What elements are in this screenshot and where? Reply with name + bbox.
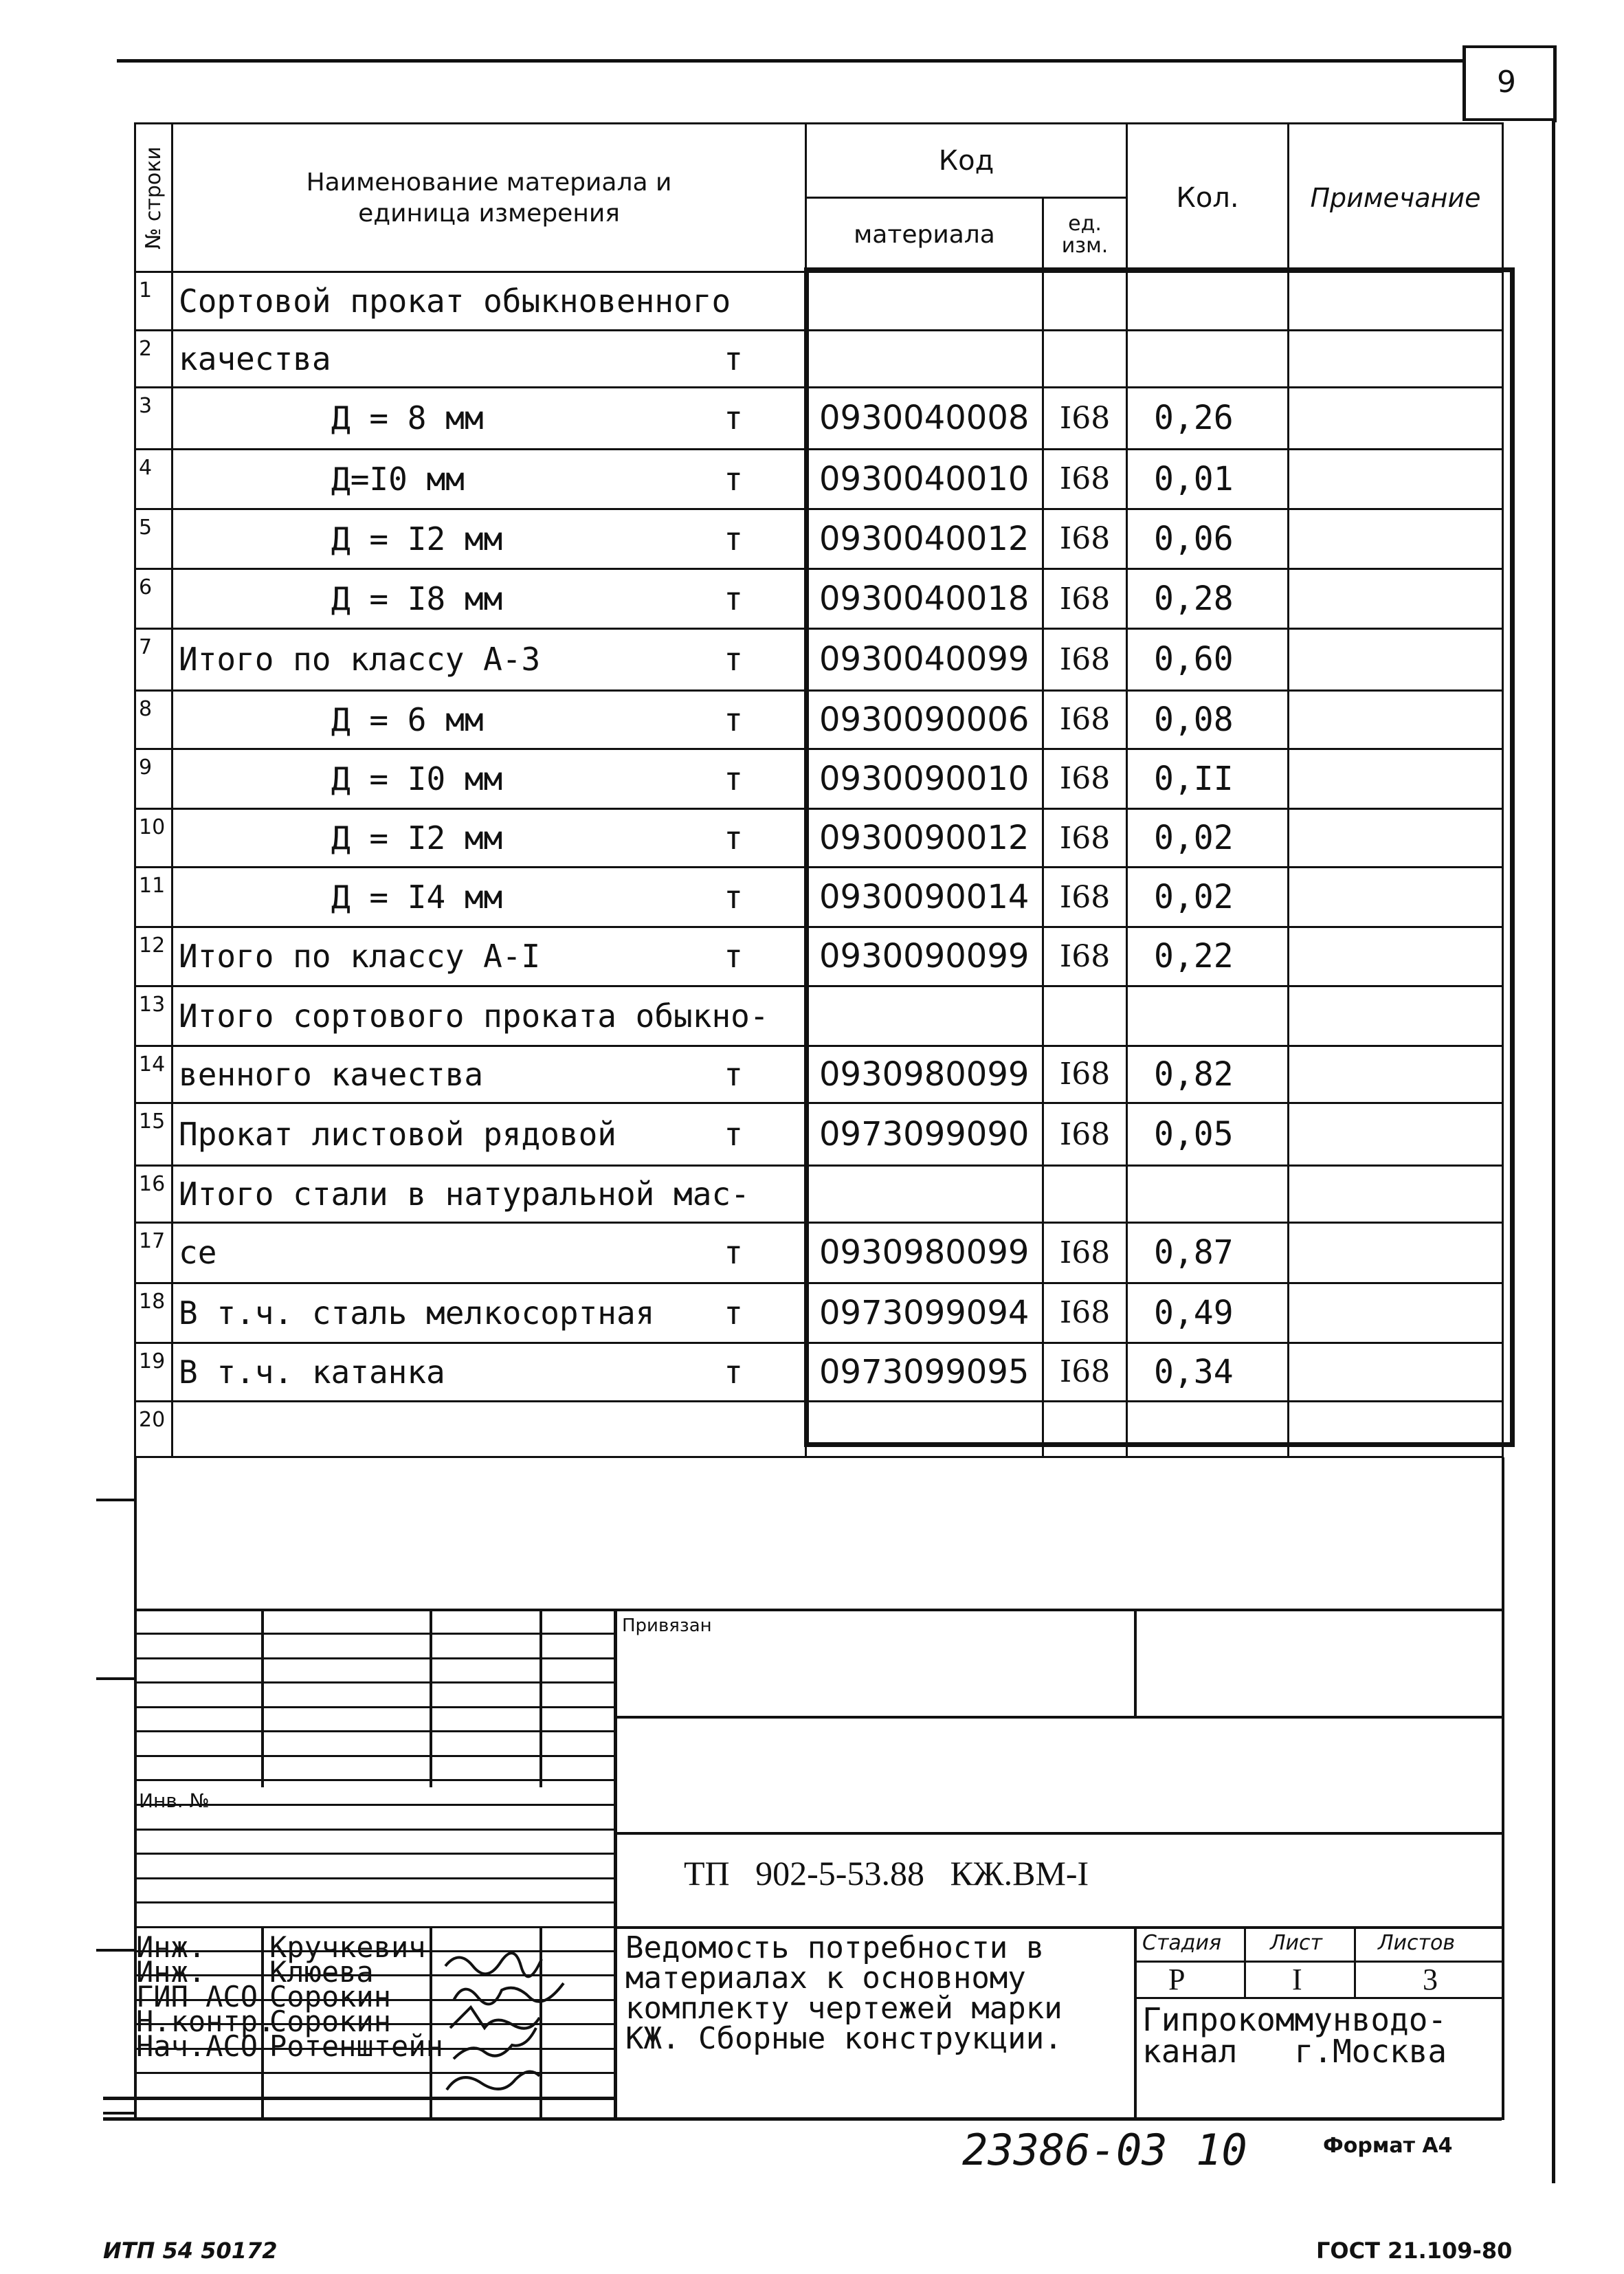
material-name-cell [173,1343,806,1401]
staff-role: Инж. [136,1955,206,1989]
staff-role: ГИП АСО [136,1980,258,2013]
material-name: Д = I8 мм [331,580,503,618]
quantity: 0,60 [1127,629,1289,690]
material-code: 0930040010 [806,449,1043,509]
material-name: Д = 8 мм [331,399,484,437]
material-unit: т [724,1234,743,1272]
material-unit: т [724,580,743,618]
quantity: 0,06 [1127,509,1289,568]
material-unit: т [724,641,743,678]
material-name-cell [173,509,806,568]
material-unit: т [724,760,743,797]
margin-tick-1 [96,1499,136,1501]
material-name: Д = I4 мм [331,879,503,916]
material-name: Итого по классу А-3 [179,641,541,678]
organization-line: Гипрокоммунводо- [1142,2001,1447,2038]
staff-name: Кручкевич [269,1930,426,1964]
page-number-box-bottom [1462,118,1557,121]
unit-code: I68 [1043,569,1127,629]
material-name: Сортовой прокат обыкновенного [179,283,731,320]
page-number: 9 [1497,65,1516,100]
description-line: комплекту чертежей марки [625,1991,1063,2026]
signatures [440,1945,577,2124]
material-code: 0930980099 [806,1223,1043,1283]
material-code: 0973099095 [806,1343,1043,1401]
row-number: 11 [135,868,173,927]
row-number: 3 [135,388,173,449]
material-name-cell [173,629,806,690]
description-line: Ведомость потребности в [625,1930,1045,1965]
material-name-cell [173,569,806,629]
row-number: 6 [135,569,173,629]
format-label: Формат А4 [1323,2134,1453,2158]
staff-name: Сорокин [269,2005,392,2038]
quantity: 0,02 [1127,809,1289,868]
row-number: 17 [135,1223,173,1283]
row-number: 19 [135,1343,173,1401]
unit-code: I68 [1043,1283,1127,1343]
material-name: Итого стали в натуральной мас- [179,1175,750,1213]
material-unit: т [724,1353,743,1391]
material-name-cell [173,868,806,927]
margin-tick-3 [96,1949,136,1952]
margin-tick-4 [103,2112,136,2115]
row-number: 15 [135,1103,173,1166]
frame-right [1552,121,1555,2183]
unit-code: I68 [1043,388,1127,449]
material-unit: т [724,520,743,558]
data-thick-frame [804,267,1515,1447]
sheet-label: Лист [1270,1931,1323,1955]
sheet-value: I [1292,1963,1302,1996]
material-name: Итого по классу А-I [179,938,541,975]
row-number: 10 [135,809,173,868]
header-qty: Кол. [1127,124,1289,272]
row-number: 18 [135,1283,173,1343]
header-code-unit: ед. изм. [1043,198,1127,272]
unit-code: I68 [1043,449,1127,509]
material-name: Д = I2 мм [331,520,503,558]
material-unit: т [724,1055,743,1093]
page-number-box-top [1462,45,1555,48]
row-number: 9 [135,749,173,808]
staff-name: Сорокин [269,1980,392,2013]
material-name-cell [173,449,806,509]
row-number: 14 [135,1046,173,1103]
material-name-cell [173,927,806,986]
unit-code: I68 [1043,809,1127,868]
frame-right-lower [1502,1457,1504,2120]
sheets-value: 3 [1423,1963,1438,1996]
header-row-no: № строки [135,124,173,272]
stage-value: Р [1168,1963,1186,1996]
row-number: 8 [135,690,173,749]
material-code: 0930040018 [806,569,1043,629]
top-rule [117,59,1464,63]
unit-code: I68 [1043,629,1127,690]
drawing-designation: ТП 902-5-53.88 КЖ.ВМ-I [684,1854,1089,1892]
material-name: се [179,1234,217,1272]
material-code: 0930090012 [806,809,1043,868]
unit-code: I68 [1043,927,1127,986]
material-code: 0930090010 [806,749,1043,808]
row-number: 4 [135,449,173,509]
header-code: Код [806,124,1127,198]
page-number-box-right [1553,45,1557,122]
material-code: 0930040012 [806,509,1043,568]
unit-code: I68 [1043,1343,1127,1401]
material-name: В т.ч. катанка [179,1353,445,1391]
row-number: 13 [135,986,173,1046]
material-code: 0930040099 [806,629,1043,690]
material-code: 0930090006 [806,690,1043,749]
header-code-material: материала [806,198,1043,272]
material-unit: т [724,879,743,916]
material-unit: т [724,340,743,378]
organization [1142,2001,1447,2070]
stamp-sheet: 10 [1196,2125,1247,2175]
quantity: 0,26 [1127,388,1289,449]
material-name-cell [173,388,806,449]
material-name: Д = 6 мм [331,700,484,738]
unit-code: I68 [1043,868,1127,927]
quantity: 0,87 [1127,1223,1289,1283]
quantity: 0,II [1127,749,1289,808]
staff-name: Клюева [269,1955,374,1989]
material-name: Прокат листовой рядовой [179,1116,616,1153]
staff-role: Нач.АСО [136,2029,258,2063]
material-name-cell [173,1103,806,1166]
quantity: 0,34 [1127,1343,1289,1401]
material-name-cell [173,690,806,749]
material-unit: т [724,399,743,437]
quantity: 0,02 [1127,868,1289,927]
material-name-cell [173,749,806,808]
material-unit: т [724,819,743,857]
material-unit: т [724,460,743,498]
header-note: Примечание [1289,124,1503,272]
description-line: материалах к основному [625,1961,1026,1996]
row-number: 5 [135,509,173,568]
row-number: 7 [135,629,173,690]
material-name-cell [173,809,806,868]
material-code: 0930980099 [806,1046,1043,1103]
stage-label: Стадия [1142,1931,1222,1955]
unit-code: I68 [1043,749,1127,808]
material-name: качества [179,340,331,378]
header-name: Наименование материала и единица измерения [173,124,806,272]
material-name: венного качества [179,1055,484,1093]
material-name-cell [173,1283,806,1343]
material-name-cell [173,272,806,331]
drawing-description [625,1930,1063,2056]
staff-role: Инж. [136,1930,206,1964]
material-name: Д=I0 мм [331,460,465,498]
quantity: 0,49 [1127,1283,1289,1343]
material-unit: т [724,938,743,975]
material-name: Итого сортового проката обыкно- [179,997,769,1035]
page-number-box-left [1462,45,1466,121]
unit-code: I68 [1043,1223,1127,1283]
material-code: 0930090014 [806,868,1043,927]
row-number: 12 [135,927,173,986]
gost-reference: ГОСТ 21.109-80 [1316,2238,1513,2264]
staff-role: Н.контр. [136,2005,276,2038]
staff-name: Ротенштейн [269,2029,443,2063]
material-code: 0930090099 [806,927,1043,986]
unit-code: I68 [1043,690,1127,749]
row-number: 1 [135,272,173,331]
bottom-left-code: ИТП 54 50172 [103,2238,278,2264]
material-unit: т [724,700,743,738]
material-unit: т [724,1294,743,1332]
quantity: 0,82 [1127,1046,1289,1103]
material-unit: т [724,1116,743,1153]
row-number: 2 [135,331,173,388]
material-name-cell [173,1166,806,1223]
material-name-cell [173,1223,806,1283]
material-code: 0973099090 [806,1103,1043,1166]
quantity: 0,28 [1127,569,1289,629]
row-number: 16 [135,1166,173,1223]
quantity: 0,22 [1127,927,1289,986]
material-name: Д = I2 мм [331,819,503,857]
organization-line: канал г.Москва [1142,2033,1447,2070]
quantity: 0,01 [1127,449,1289,509]
sheets-label: Листов [1378,1931,1456,1955]
privyazan-label: Привязан [622,1615,712,1636]
material-name: В т.ч. сталь мелкосортная [179,1294,655,1332]
material-name-cell [173,986,806,1046]
material-code: 0973099094 [806,1283,1043,1343]
unit-code: I68 [1043,1103,1127,1166]
material-name: Д = I0 мм [331,760,503,797]
inv-no-label: Инв. № [139,1789,210,1812]
material-name-cell [173,331,806,388]
quantity: 0,08 [1127,690,1289,749]
description-line: КЖ. Сборные конструкции. [625,2021,1063,2056]
row-number: 20 [135,1401,173,1457]
material-code: 0930040008 [806,388,1043,449]
material-name-cell [173,1401,806,1457]
quantity: 0,05 [1127,1103,1289,1166]
material-name-cell [173,1046,806,1103]
margin-tick-2 [96,1677,136,1680]
unit-code: I68 [1043,1046,1127,1103]
unit-code: I68 [1043,509,1127,568]
stamp-number: 23386-03 [962,2125,1168,2175]
